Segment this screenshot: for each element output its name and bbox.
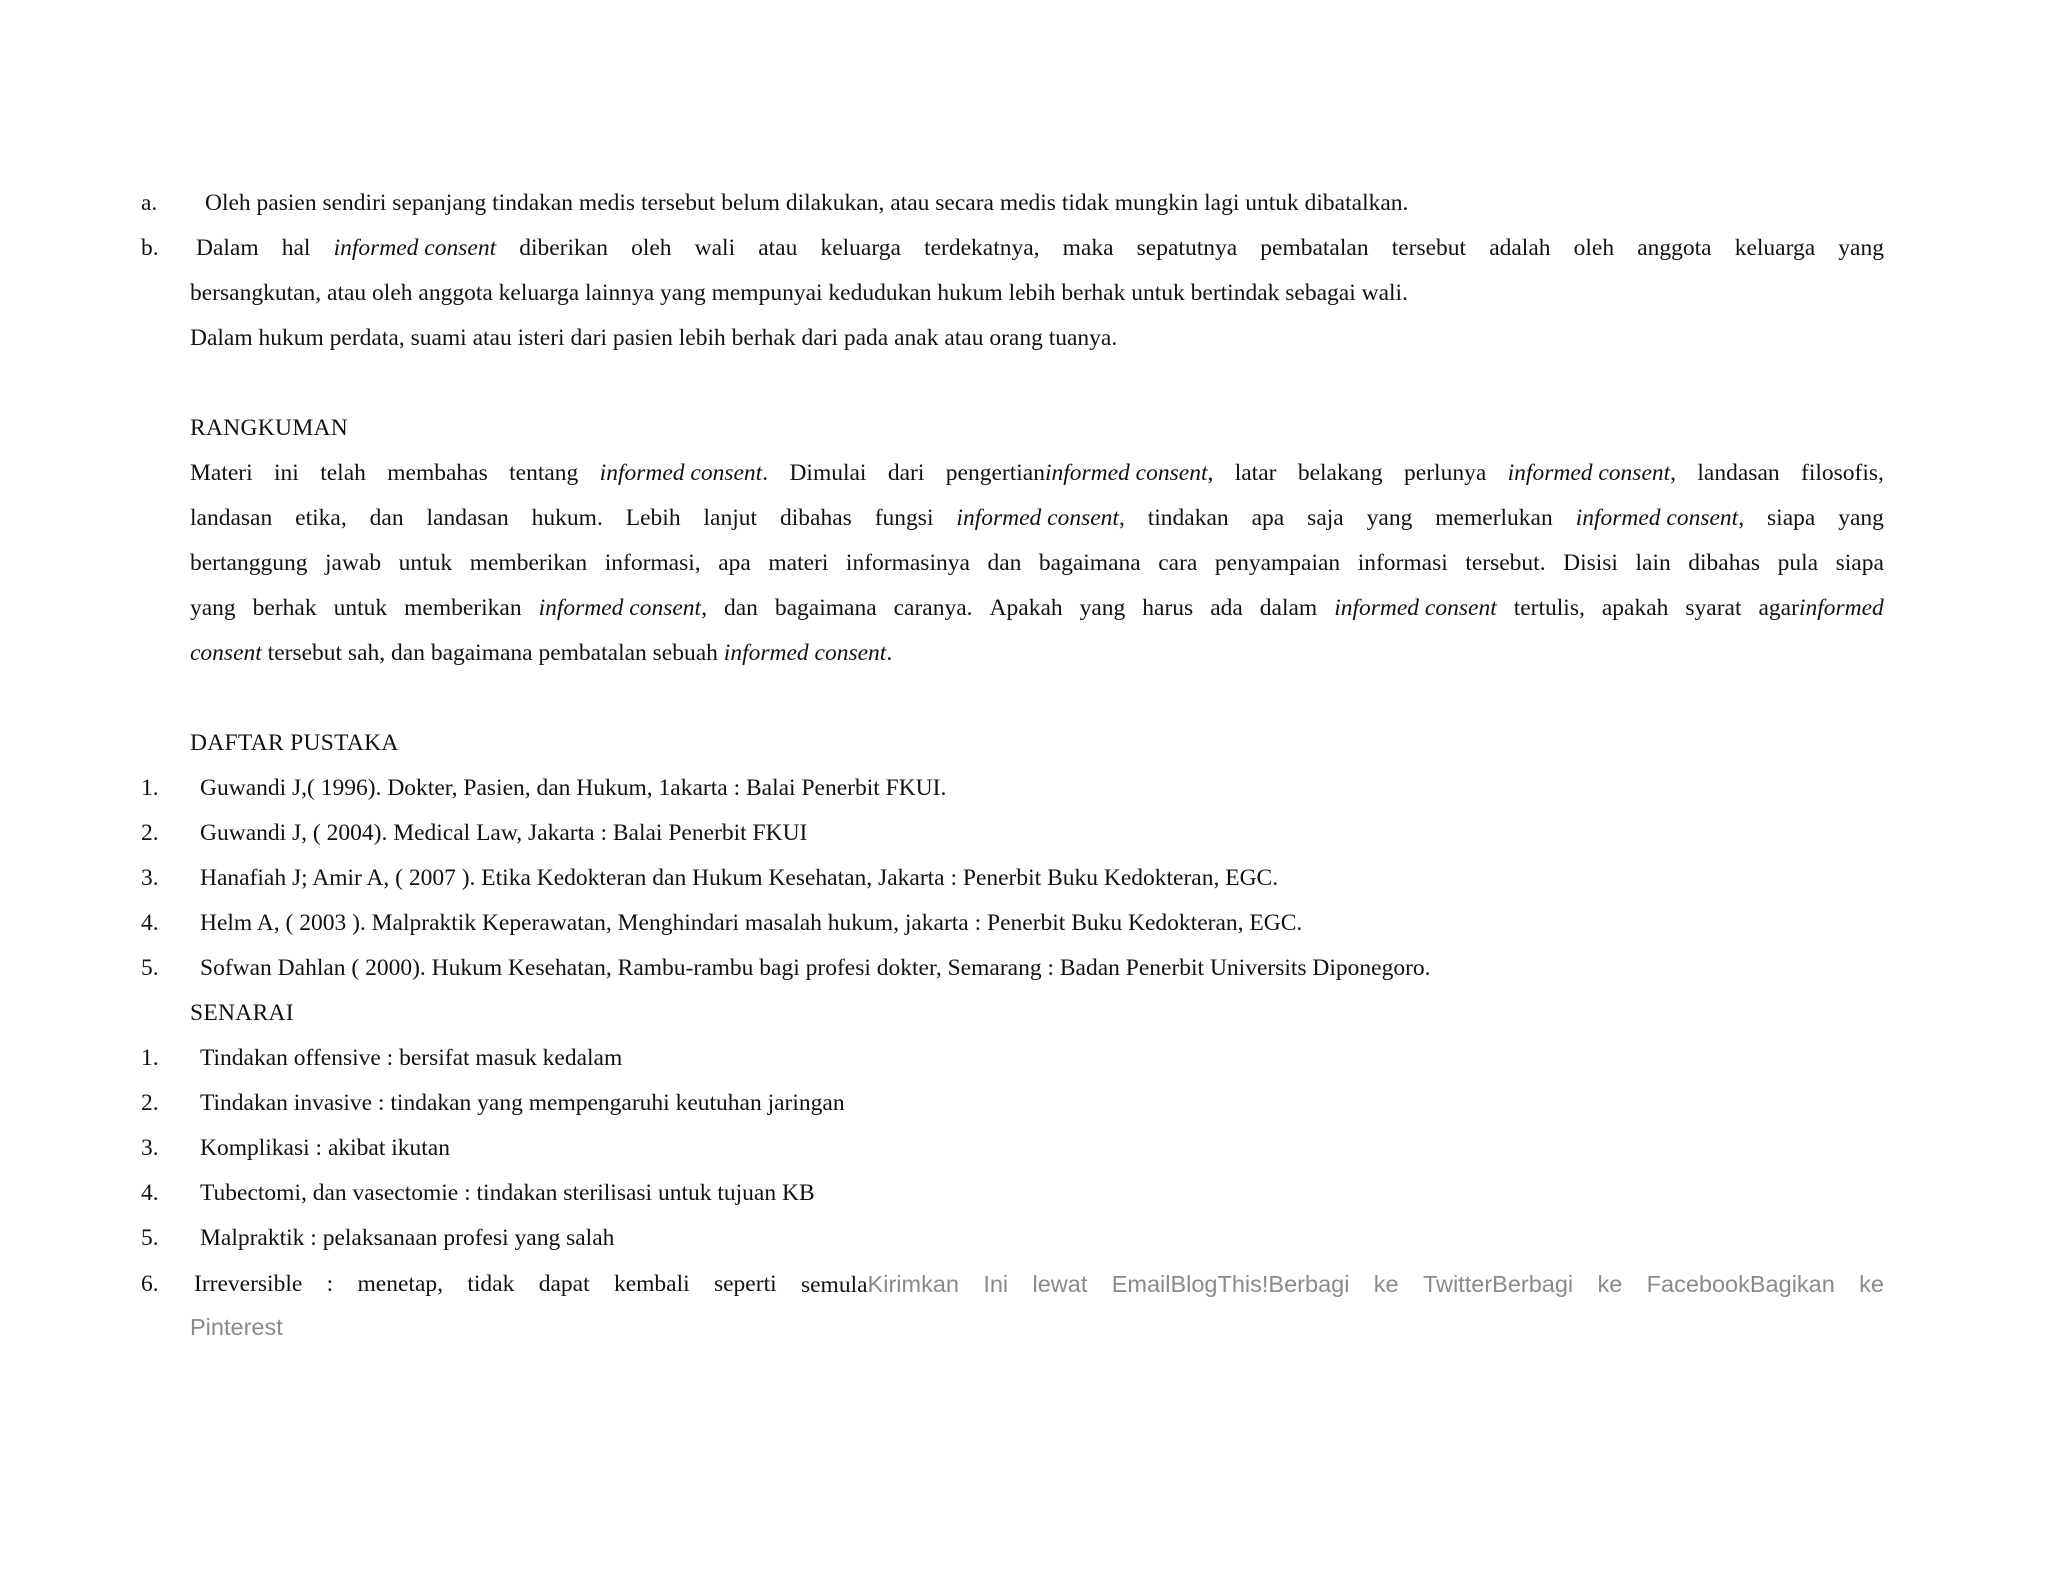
list-marker-a: a. (141, 190, 158, 216)
justified-word: maka (1062, 235, 1114, 261)
share-link-pinterest[interactable]: Pinterest (190, 1314, 283, 1340)
justified-word: tertulis, (1513, 595, 1585, 621)
justified-word: jawab (325, 550, 382, 576)
share-link-text[interactable]: TwitterBerbagi (1422, 1271, 1574, 1297)
justified-word: ini (274, 460, 299, 486)
rangkuman-line-5-part-4: . (886, 640, 893, 666)
justified-word: anggota (1637, 235, 1712, 261)
justified-word: hukum. (531, 505, 603, 531)
justified-word: dari (887, 460, 925, 486)
justified-word: semulaKirimkan (800, 1271, 959, 1298)
justified-word: caranya. (893, 595, 973, 621)
justified-word: syarat (1685, 595, 1742, 621)
share-link-text[interactable]: ke (1597, 1271, 1623, 1297)
justified-word: yang (1838, 505, 1884, 531)
justified-word: yang (190, 595, 236, 621)
justified-word: dibahas (1688, 550, 1761, 576)
justified-word: apa (718, 550, 751, 576)
justified-word: untuk (398, 550, 453, 576)
justified-word: dan (987, 550, 1022, 576)
justified-word: penyampaian (1214, 550, 1341, 576)
rangkuman-line-5-part-1: consent (190, 640, 262, 666)
reference-number: 4. (141, 910, 159, 936)
glossary-item: Tubectomi, dan vasectomie : tindakan sterilisasi untuk tujuan KB (200, 1180, 815, 1206)
justified-word: Lebih (625, 505, 681, 531)
justified-word: tindakan (1147, 505, 1229, 531)
justified-word: Irreversible (194, 1271, 303, 1297)
justified-word: oleh (631, 235, 672, 261)
justified-word: menetap, (357, 1271, 444, 1297)
justified-word: tersebut (1391, 235, 1467, 261)
glossary-number: 2. (141, 1090, 159, 1116)
glossary-number: 5. (141, 1225, 159, 1251)
share-link-email[interactable]: Kirimkan (867, 1271, 959, 1297)
list-item-a-text: Oleh pasien sendiri sepanjang tindakan medis tersebut belum dilakukan, atau secara medis tidak mungkin lagi untuk dibatalkan. (205, 190, 1409, 216)
justified-word: kembali (613, 1271, 690, 1297)
rangkuman-line-5-part-3: informed consent (723, 640, 887, 666)
share-link-text[interactable]: ke (1373, 1271, 1399, 1297)
justified-word: informed consent (1334, 595, 1497, 621)
justified-word: Dimulai (789, 460, 867, 486)
justified-word: siapa (1767, 505, 1816, 531)
rangkuman-line-5-part-2: tersebut sah, dan bagaimana pembatalan sebuah (261, 640, 724, 666)
justified-word: pengertianinformed consent, (945, 460, 1214, 486)
glossary-number: 6. (141, 1271, 159, 1297)
justified-word: dalam (1259, 595, 1318, 621)
list-marker-b: b. (141, 235, 159, 261)
justified-word: landasan (190, 505, 273, 531)
justified-word: untuk (333, 595, 388, 621)
share-link-text[interactable]: ke (1859, 1271, 1884, 1297)
justified-word: landasan (426, 505, 509, 531)
justified-word: informed consent (333, 235, 497, 261)
justified-word: diberikan (519, 235, 608, 261)
reference-item: Guwandi J,( 1996). Dokter, Pasien, dan Hukum, 1akarta : Balai Penerbit FKUI. (200, 775, 947, 801)
rangkuman-line-3 (190, 548, 1884, 578)
justified-word: tersebut. (1465, 550, 1546, 576)
justified-word: Disisi (1563, 550, 1618, 576)
glossary-item: Tindakan offensive : bersifat masuk kedalam (200, 1045, 623, 1071)
reference-number: 1. (141, 775, 159, 801)
justified-word: yang (1366, 505, 1413, 531)
justified-word: siapa (1835, 550, 1884, 576)
glossary-item: Tindakan invasive : tindakan yang mempengaruhi keutuhan jaringan (200, 1090, 845, 1116)
justified-word: bagaimana (1038, 550, 1141, 576)
rangkuman-line-4 (190, 593, 1884, 623)
justified-word: informasi, (604, 550, 701, 576)
justified-word: informasinya (845, 550, 970, 576)
justified-word: atau (758, 235, 798, 261)
justified-word: hal (281, 235, 311, 261)
justified-word: bertanggung (190, 550, 308, 576)
reference-item: Guwandi J, ( 2004). Medical Law, Jakarta : Balai Penerbit FKUI (200, 820, 808, 846)
rangkuman-line-5 (190, 638, 892, 668)
senarai-heading: SENARAI (190, 1000, 294, 1026)
justified-word: keluarga (820, 235, 901, 261)
glossary-item: Malpraktik : pelaksanaan profesi yang salah (200, 1225, 615, 1251)
justified-word: seperti (713, 1271, 777, 1297)
justified-word: tentang (509, 460, 579, 486)
reference-item: Hanafiah J; Amir A, ( 2007 ). Etika Kedokteran dan Hukum Kesehatan, Jakarta : Penerbit Buku Kedokteran, EGC. (200, 865, 1279, 891)
justified-word: yang (1838, 235, 1884, 261)
justified-word: tidak (467, 1271, 515, 1297)
justified-word: dibahas (780, 505, 852, 531)
glossary-item-last (194, 1269, 1884, 1300)
share-link-text[interactable]: Ini (983, 1271, 1009, 1297)
justified-word: etika, (295, 505, 347, 531)
justified-word: fungsi (874, 505, 934, 531)
justified-word: bagaimana (774, 595, 877, 621)
glossary-number: 3. (141, 1135, 159, 1161)
reference-number: 2. (141, 820, 159, 846)
justified-word: saja (1307, 505, 1344, 531)
justified-word: ada (1210, 595, 1243, 621)
rangkuman-heading: RANGKUMAN (190, 415, 349, 441)
justified-word: adalah (1489, 235, 1551, 261)
rangkuman-line-2 (190, 503, 1884, 533)
share-link-text[interactable]: FacebookBagikan (1646, 1271, 1835, 1297)
justified-word: harus (1142, 595, 1194, 621)
glossary-item: Komplikasi : akibat ikutan (200, 1135, 450, 1161)
justified-word: apa (1251, 505, 1285, 531)
justified-word: lain (1635, 550, 1671, 576)
justified-word: wali (694, 235, 736, 261)
justified-word: telah (320, 460, 366, 486)
justified-word: memberikan (469, 550, 588, 576)
justified-word: lanjut (703, 505, 758, 531)
justified-word: Dalam (196, 235, 259, 261)
justified-word: informasi (1357, 550, 1448, 576)
justified-word: Materi (190, 460, 253, 486)
justified-word: perlunya (1404, 460, 1487, 486)
justified-word: sepatutnya (1136, 235, 1238, 261)
glossary-number: 4. (141, 1180, 159, 1206)
justified-word: dan (723, 595, 758, 621)
rangkuman-line-1 (190, 458, 1884, 488)
justified-word: terdekatnya, (924, 235, 1040, 261)
justified-word: berhak (252, 595, 317, 621)
justified-word: keluarga (1734, 235, 1816, 261)
reference-number: 3. (141, 865, 159, 891)
justified-word: apakah (1601, 595, 1669, 621)
justified-word: : (326, 1271, 334, 1297)
list-item-b-line1 (196, 233, 1884, 263)
share-link-text[interactable]: EmailBlogThis!Berbagi (1111, 1271, 1350, 1297)
list-item-b-line3: Dalam hukum perdata, suami atau isteri dari pasien lebih berhak dari pada anak atau orang tuanya. (190, 325, 1118, 351)
share-link-text[interactable]: lewat (1032, 1271, 1088, 1297)
justified-word: filosofis, (1801, 460, 1884, 486)
justified-word: memerlukan (1435, 505, 1553, 531)
justified-word: informed consent, (1507, 460, 1677, 486)
justified-word: yang (1079, 595, 1126, 621)
justified-word: informed consent, (538, 595, 707, 621)
justified-word: belakang (1297, 460, 1383, 486)
justified-word: dan (369, 505, 404, 531)
justified-word: latar (1234, 460, 1277, 486)
justified-word: oleh (1573, 235, 1615, 261)
list-item-b-line2: bersangkutan, atau oleh anggota keluarga lainnya yang mempunyai kedudukan hukum lebih berhak untuk bertindak sebagai wali. (190, 280, 1408, 306)
justified-word: materi (768, 550, 829, 576)
justified-word: pembatalan (1260, 235, 1369, 261)
reference-item: Sofwan Dahlan ( 2000). Hukum Kesehatan, Rambu-rambu bagi profesi dokter, Semarang : Badan Penerbit Universits Diponegoro. (200, 955, 1431, 981)
reference-number: 5. (141, 955, 159, 981)
justified-word: membahas (387, 460, 488, 486)
justified-word: informed consent, (956, 505, 1125, 531)
justified-word: agarinformed (1758, 595, 1884, 621)
justified-word: informed consent. (599, 460, 769, 486)
justified-word: informed consent, (1575, 505, 1745, 531)
justified-word: dapat (538, 1271, 590, 1297)
glossary-number: 1. (141, 1045, 159, 1071)
justified-word: memberikan (404, 595, 522, 621)
reference-item: Helm A, ( 2003 ). Malpraktik Keperawatan, Menghindari masalah hukum, jakarta : Penerbit Buku Kedokteran, EGC. (200, 910, 1303, 936)
justified-word: pula (1777, 550, 1819, 576)
justified-word: cara (1158, 550, 1198, 576)
daftar-pustaka-heading: DAFTAR PUSTAKA (190, 730, 399, 756)
justified-word: landasan (1697, 460, 1780, 486)
justified-word: Apakah (989, 595, 1063, 621)
